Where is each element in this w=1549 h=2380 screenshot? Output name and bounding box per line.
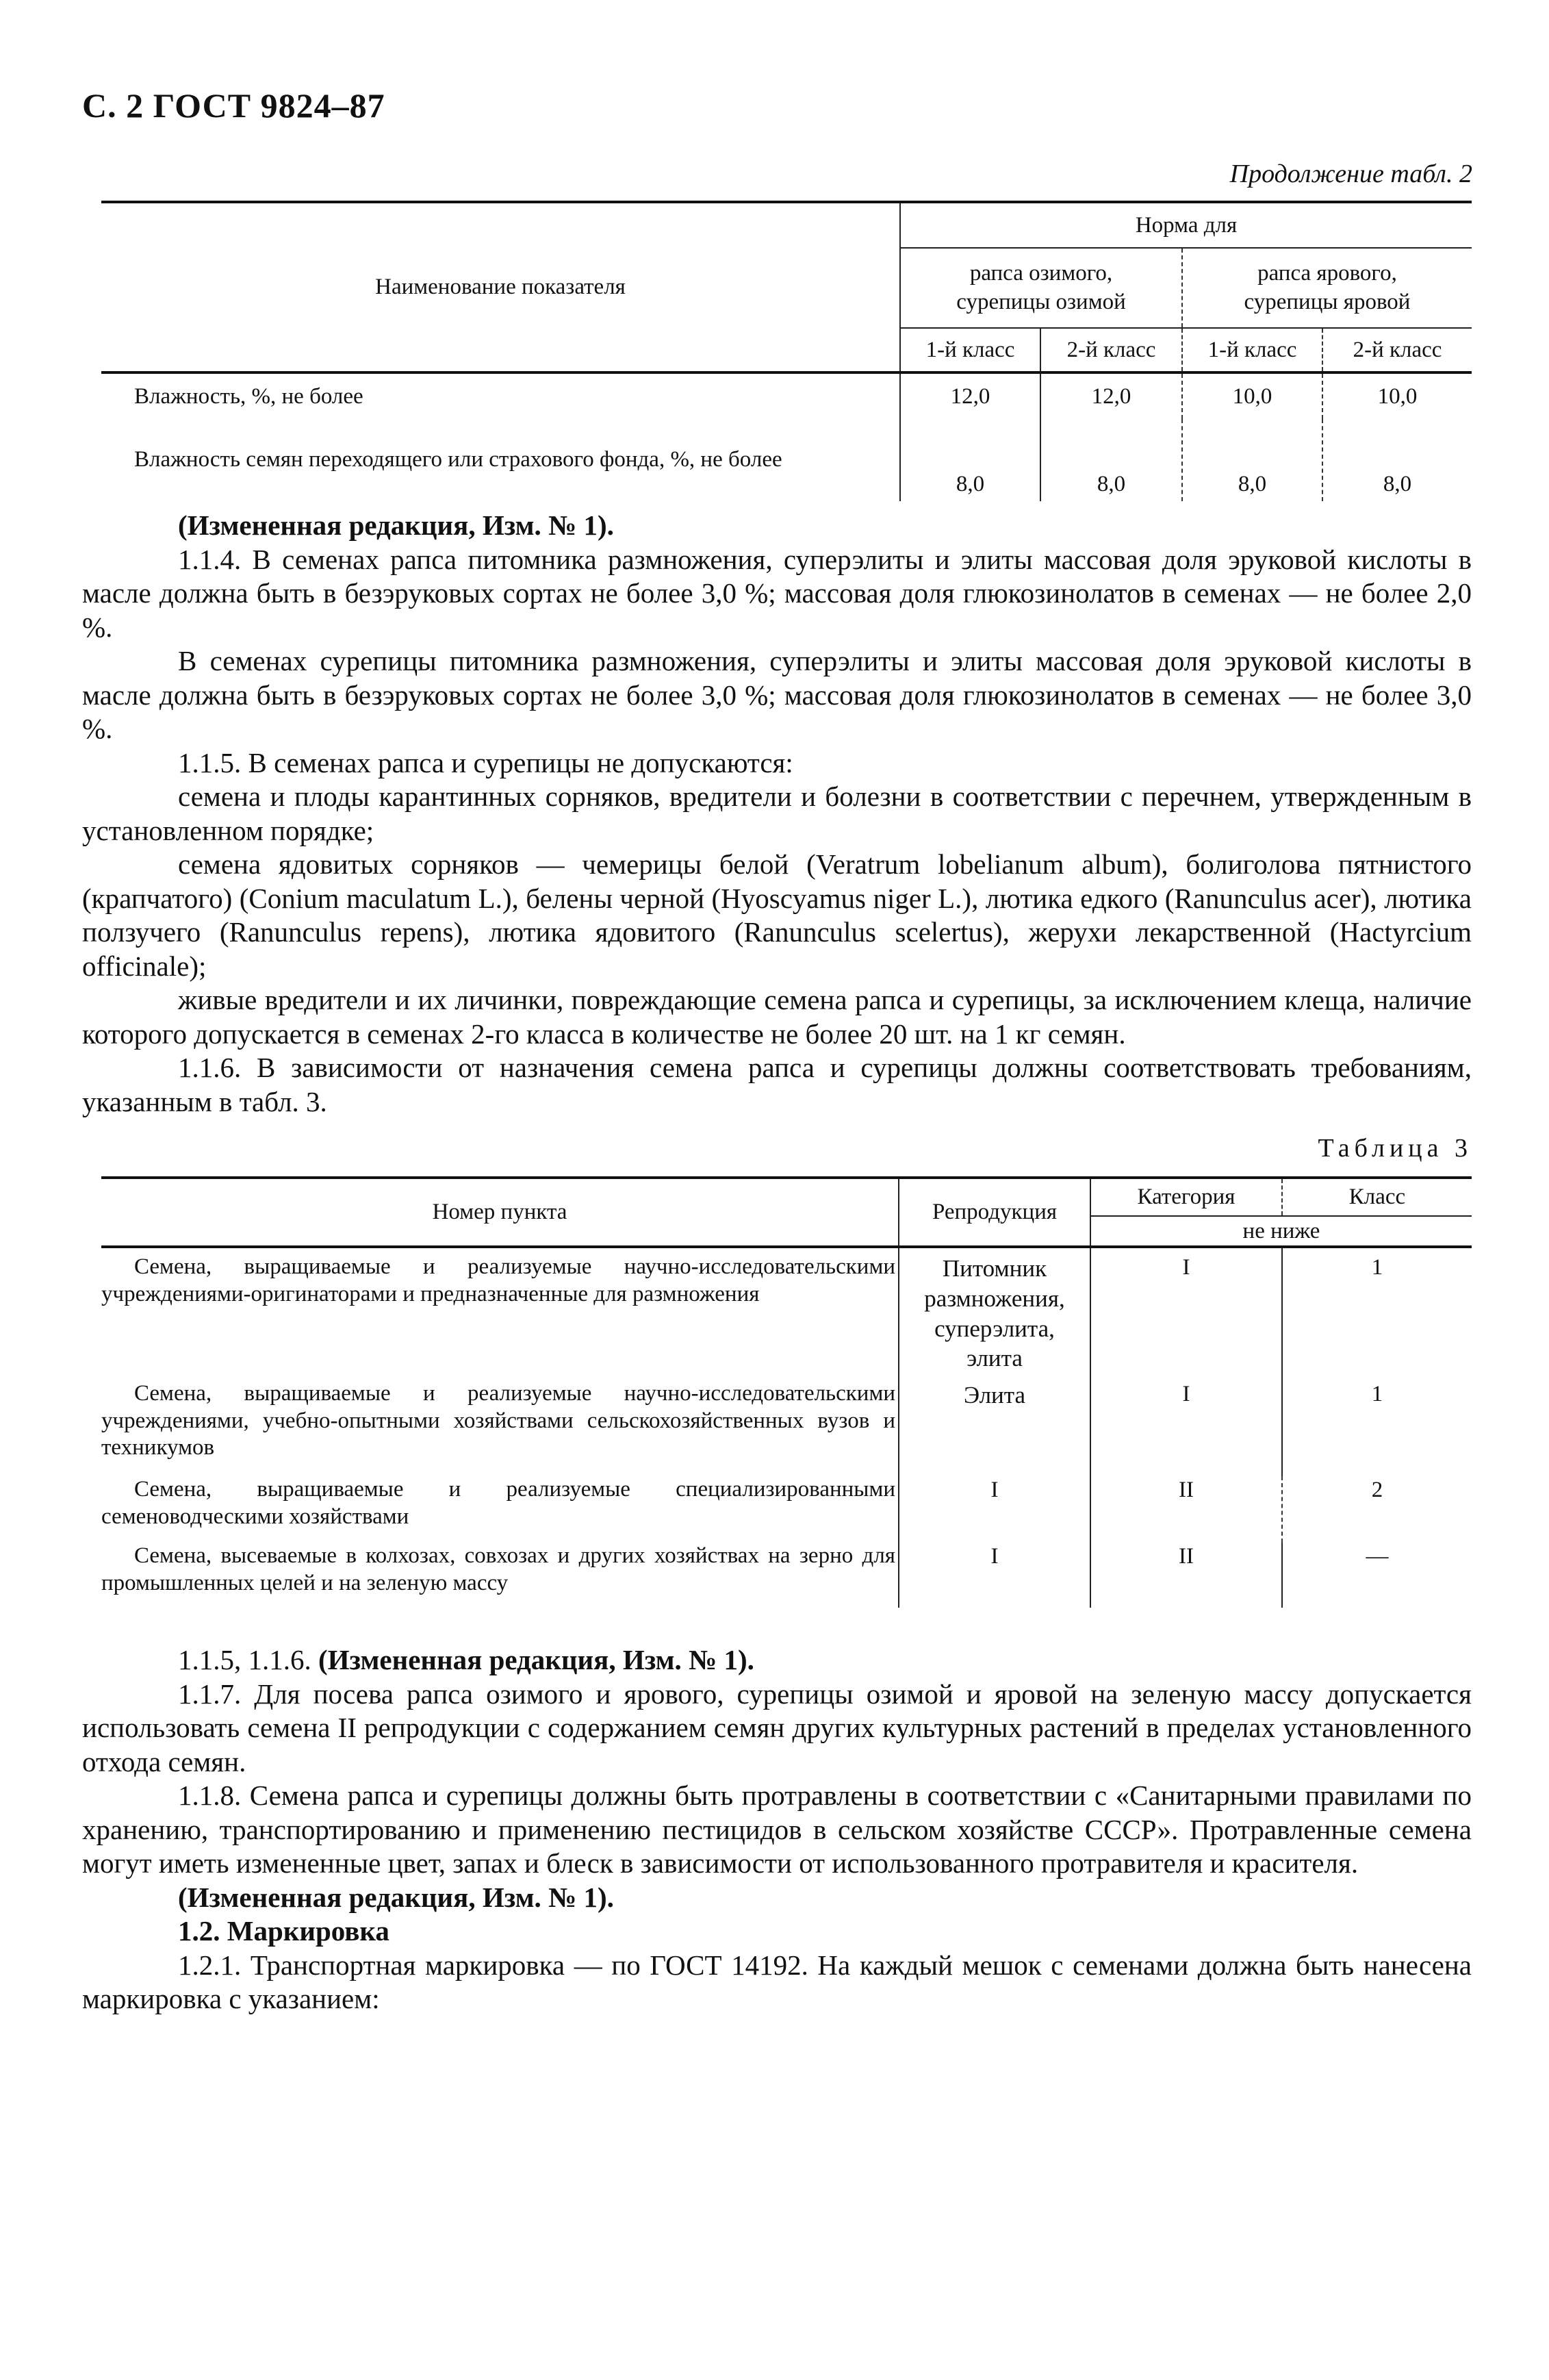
table-cell: II bbox=[1090, 1543, 1282, 1608]
class-header: 1-й класс bbox=[900, 328, 1040, 372]
paragraph-1-1-5c: живые вредители и их личинки, повреждающие семена рапса и сурепицы, за исключением клеща, наличие которого допускается в семенах 2-го класса в количестве не более 20 шт. на 1 кг семян. bbox=[82, 984, 1472, 1050]
table-row-label: Влажность семян переходящего или страхового фонда, %, не более bbox=[101, 419, 900, 501]
table-3 bbox=[101, 1176, 1472, 1608]
paragraph-1-1-7: 1.1.7. Для посева рапса озимого и ярового, сурепицы озимой и яровой на зеленую массу допускается использовать семена II репродукции с содержанием семян других культурных растений в пределах установленного отхода семян. bbox=[82, 1678, 1472, 1777]
text-block-2 bbox=[82, 1643, 1472, 2016]
table-cell: 8,0 bbox=[900, 419, 1040, 501]
paragraph-1-1-5a: семена и плоды карантинных сорняков, вредители и болезни в соответствии с перечнем, утвержденным в установленном порядке; bbox=[82, 781, 1472, 846]
table-row-label: Семена, выращиваемые и реализуемые специализированными семеноводческими хозяйствами bbox=[101, 1476, 899, 1543]
table-cell: 8,0 bbox=[1182, 419, 1322, 501]
table-cell: 12,0 bbox=[900, 372, 1040, 419]
category-header: Категория bbox=[1090, 1178, 1282, 1216]
paragraph-1-1-4: 1.1.4. В семенах рапса питомника размножения, суперэлиты и элиты массовая доля эруковой кислоты в масле должна быть в безэруковых сортах не более 3,0 %; массовая доля глюкозинолатов в семенах — не более 2,0 %. bbox=[82, 543, 1472, 643]
table-row-label: Семена, выращиваемые и реализуемые научно-исследовательскими учреждениями, учебно-опытными хозяйствами сельскохозяйственных вузов и техникумов bbox=[101, 1380, 899, 1476]
item-header: Номер пункта bbox=[101, 1178, 899, 1247]
repro-header: Репродукция bbox=[899, 1178, 1090, 1247]
table-row-label: Семена, выращиваемые и реализуемые научно-исследовательскими учреждениями-оригинаторами и предназначенные для размножения bbox=[101, 1247, 899, 1380]
table-cell: Питомник размножения, суперэлита, элита bbox=[899, 1247, 1090, 1380]
table-cell: I bbox=[1090, 1247, 1282, 1380]
table-row-label: Влажность, %, не более bbox=[101, 372, 900, 419]
table-cell: 10,0 bbox=[1182, 372, 1322, 419]
table-cell: 8,0 bbox=[1040, 419, 1182, 501]
group1-header: рапса озимого, сурепицы озимой bbox=[900, 248, 1182, 328]
paragraph-1-1-4b: В семенах сурепицы питомника размножения, суперэлиты и элиты массовая доля эруковой кислоты в масле должна быть в безэруковых сортах не более 3,0 %; массовая доля глюкозинолатов в семенах — не более 3,0 %. bbox=[82, 645, 1472, 744]
paragraph-1-1-5b: семена ядовитых сорняков — чемерицы белой (Veratrum lobelianum album), болиголова пятнистого (крапчатого) (Conium maculatum L.), белены черной (Hyoscyamus niger L.), лютика едкого (Ranunculus acer), лютика ползучего (Ranunculus repens), лютика ядовитого (Ranunculus scelertus), жерухи лекарственной (Hactyrcium officinale); bbox=[82, 848, 1472, 982]
norm-header: Норма для bbox=[900, 202, 1472, 248]
table-cell: 8,0 bbox=[1383, 472, 1412, 496]
table-2 bbox=[101, 201, 1472, 501]
paragraph-1-2-1: 1.2.1. Транспортная маркировка — по ГОСТ 14192. На каждый мешок с семенами должна быть нанесена маркировка с указанием: bbox=[82, 1949, 1472, 2014]
table-cell: I bbox=[899, 1476, 1090, 1543]
table-cell: 2 bbox=[1371, 1478, 1383, 1502]
section-heading-1-2: 1.2. Маркировка bbox=[178, 1915, 389, 1947]
table-cell: 1 bbox=[1371, 1255, 1383, 1280]
paragraph-1-1-8: 1.1.8. Семена рапса и сурепицы должны быть протравлены в соответствии с «Санитарными правилами по хранению, транспортированию и применению пестицидов в сельском хозяйстве СССР». Протравленные семена могут иметь измененные цвет, запах и блеск в зависимости от использованного протравителя и красителя. bbox=[82, 1780, 1472, 1879]
table-cell: 1 bbox=[1371, 1382, 1383, 1406]
not-lower-header: не ниже bbox=[1090, 1216, 1472, 1247]
text-block-1 bbox=[82, 509, 1472, 1119]
table-cell: II bbox=[1090, 1476, 1282, 1543]
table-row-label: Семена, высеваемые в колхозах, совхозах и других хозяйствах на зерно для промышленных целей и на зеленую массу bbox=[101, 1543, 899, 1608]
table3-caption: Таблица 3 bbox=[1318, 1134, 1472, 1163]
paragraph-1-1-5: 1.1.5. В семенах рапса и сурепицы не допускаются: bbox=[178, 746, 793, 778]
table-cell: I bbox=[1090, 1380, 1282, 1476]
indicator-header: Наименование показателя bbox=[101, 202, 900, 372]
table-cell: 12,0 bbox=[1040, 372, 1182, 419]
table-cell: Элита bbox=[899, 1380, 1090, 1476]
amendment-note: (Измененная редакция, Изм. № 1). bbox=[178, 509, 614, 541]
table2-caption: Продолжение табл. 2 bbox=[1229, 160, 1472, 188]
table-cell: I bbox=[899, 1543, 1090, 1608]
amendment-note-2: 1.1.5, 1.1.6. (Измененная редакция, Изм. № 1). bbox=[178, 1644, 754, 1675]
table-cell: — bbox=[1366, 1544, 1389, 1569]
amendment-note-3: (Измененная редакция, Изм. № 1). bbox=[178, 1881, 614, 1913]
table-cell: 10,0 bbox=[1377, 383, 1418, 409]
class-header: Класс bbox=[1282, 1178, 1472, 1216]
page-header: С. 2 ГОСТ 9824–87 bbox=[82, 86, 385, 125]
group2-header: рапса ярового, сурепицы яровой bbox=[1244, 261, 1411, 314]
class-header: 1-й класс bbox=[1182, 328, 1322, 372]
class-header: 2-й класс bbox=[1040, 328, 1182, 372]
class-header: 2-й класс bbox=[1322, 328, 1472, 372]
paragraph-1-1-6: 1.1.6. В зависимости от назначения семена рапса и сурепицы должны соответствовать требованиям, указанным в табл. 3. bbox=[82, 1052, 1472, 1117]
